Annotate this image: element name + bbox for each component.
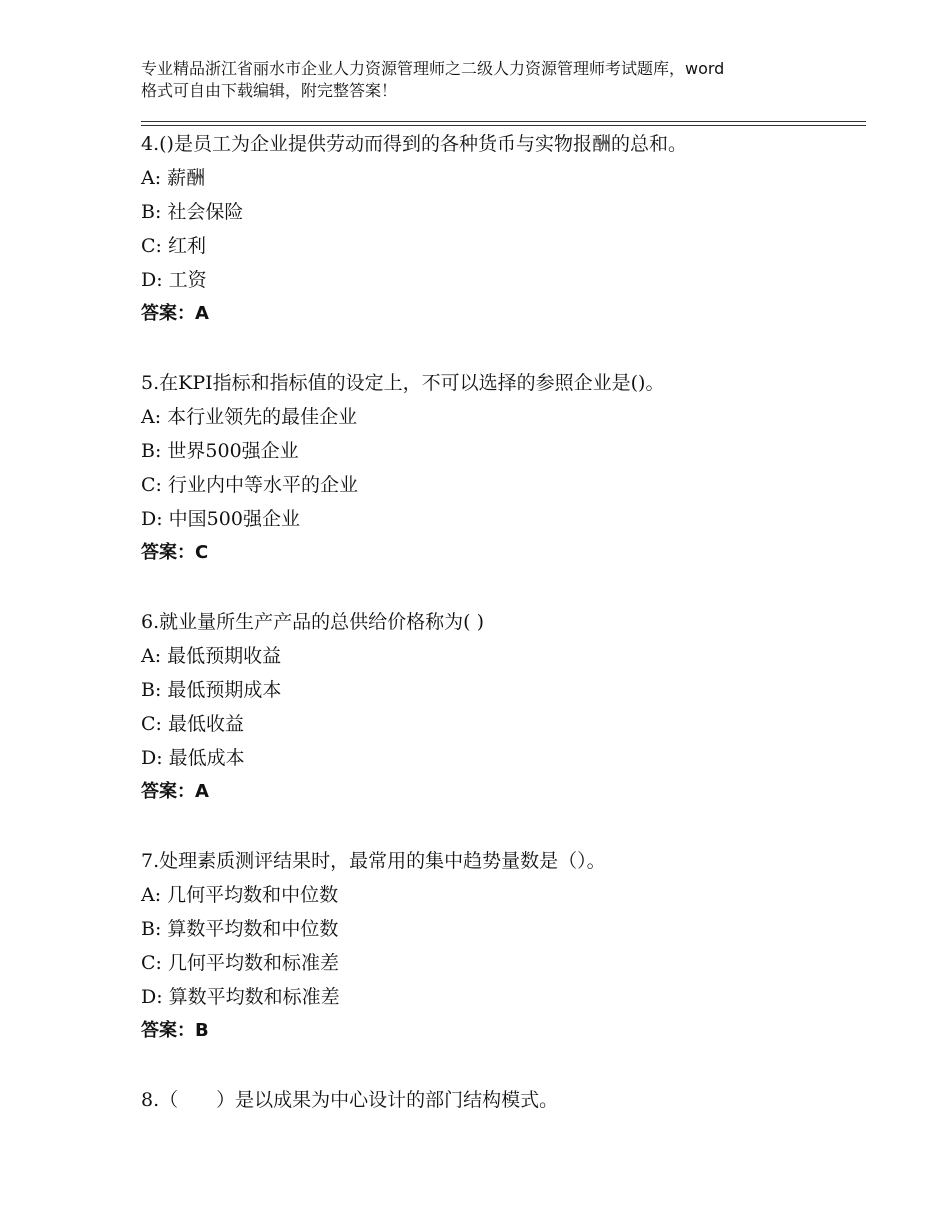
header-line-2: 格式可自由下载编辑，附完整答案！ (141, 81, 398, 100)
question-stem: 8.（ ）是以成果为中心设计的部门结构模式。 (141, 1089, 559, 1111)
answer-label: 答案：C (141, 542, 209, 563)
option-b: B: 最低预期成本 (141, 679, 282, 701)
option-b: B: 世界500强企业 (141, 440, 299, 462)
answer-label: 答案：A (141, 781, 209, 802)
option-b: B: 算数平均数和中位数 (141, 918, 339, 940)
option-d: D: 算数平均数和标准差 (141, 986, 340, 1008)
option-b: B: 社会保险 (141, 201, 244, 223)
option-a: A: 几何平均数和中位数 (141, 884, 339, 906)
answer-label: 答案：A (141, 303, 209, 324)
header-divider-bottom (141, 125, 866, 126)
question-stem: 5.在KPI指标和指标值的设定上，不可以选择的参照企业是()。 (141, 372, 665, 394)
option-c: C: 最低收益 (141, 713, 244, 735)
option-d: D: 工资 (141, 269, 207, 291)
header-divider-top (141, 121, 866, 122)
document-header (141, 58, 841, 102)
option-c: C: 行业内中等水平的企业 (141, 474, 358, 496)
question-stem: 7.处理素质测评结果时，最常用的集中趋势量数是（）。 (141, 850, 606, 872)
question-stem: 4.()是员工为企业提供劳动而得到的各种货币与实物报酬的总和。 (141, 133, 687, 155)
question-7 (141, 844, 861, 1048)
option-a: A: 本行业领先的最佳企业 (141, 406, 358, 428)
option-a: A: 薪酬 (141, 167, 206, 189)
option-d: D: 中国500强企业 (141, 508, 300, 530)
question-4 (141, 127, 861, 331)
question-5 (141, 366, 861, 570)
question-6 (141, 605, 861, 809)
question-8 (141, 1083, 861, 1117)
option-c: C: 红利 (141, 235, 206, 257)
option-c: C: 几何平均数和标准差 (141, 952, 339, 974)
question-stem: 6.就业量所生产产品的总供给价格称为( ) (141, 611, 484, 633)
option-a: A: 最低预期收益 (141, 645, 282, 667)
answer-label: 答案：B (141, 1020, 209, 1041)
header-line-1: 专业精品浙江省丽水市企业人力资源管理师之二级人力资源管理师考试题库，word (141, 59, 725, 78)
option-d: D: 最低成本 (141, 747, 245, 769)
